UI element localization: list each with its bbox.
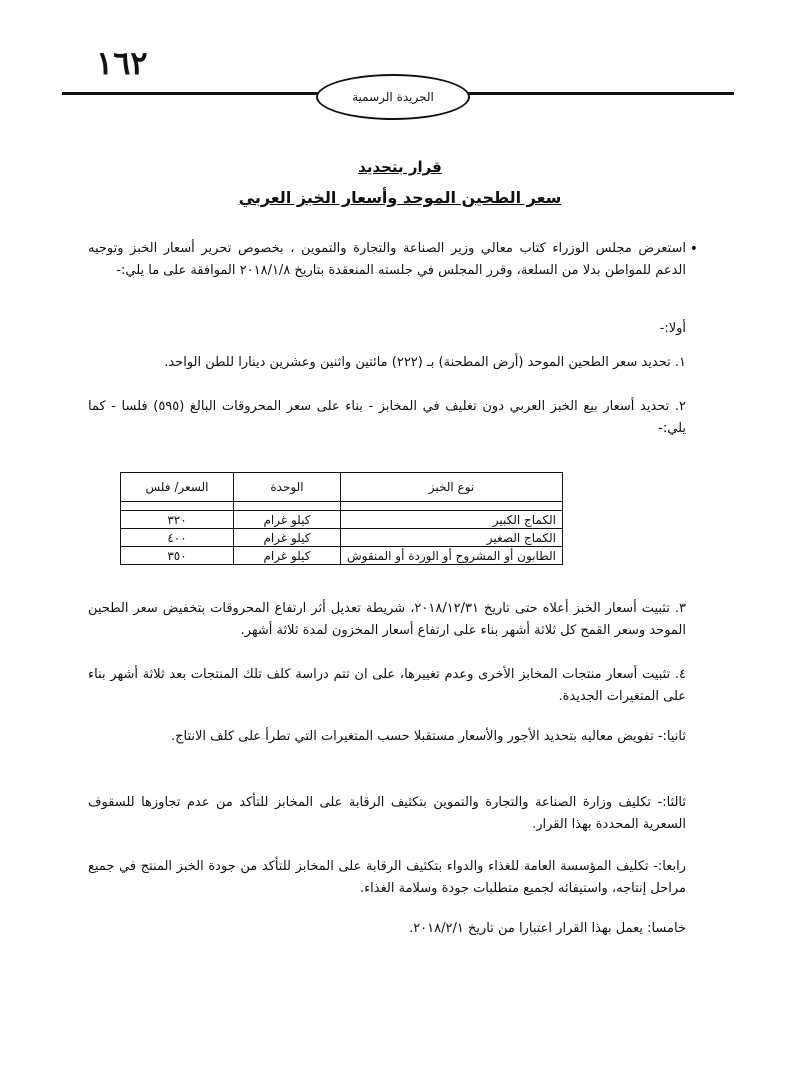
table-row xyxy=(121,529,563,547)
section-label: خامسا: xyxy=(647,921,686,936)
section-label: ثانيا:- xyxy=(657,729,686,744)
section-label: ثالثا:- xyxy=(657,795,686,810)
gazette-label: الجريدة الرسمية xyxy=(316,74,470,120)
bread-type: الكماج الصغير xyxy=(341,529,563,547)
section-text: تكليف المؤسسة العامة للغذاء والدواء بتكثيف الرقابة على المخابز للتأكد من جودة الخبز المنتج في جميع مراحل إنتاجه، واستيفائه لجميع متطلبات جودة وسلامة الغذاء. xyxy=(88,859,686,896)
intro-text: استعرض مجلس الوزراء كتاب معالي وزير الصناعة والتجارة والتموين ، بخصوص تحرير أسعار الخبز وتوجيه الدعم للمواطن بدلا من السلعة، وقرر المجلس في جلسته المنعقدة بتاريخ ٢٠١٨/١/٨ الموافقة على ما يلي:- xyxy=(88,241,686,278)
bullet-icon: • xyxy=(689,241,698,257)
bread-price: ٣٥٠ xyxy=(121,547,234,565)
bread-type: الكماج الكبير xyxy=(341,511,563,529)
bread-type: الطابون أو المشروح أو الوردة أو المنقوش xyxy=(341,547,563,565)
item-number: ١. xyxy=(674,355,686,370)
bread-unit: كيلو غرام xyxy=(234,511,341,529)
section-text: تكليف وزارة الصناعة والتجارة والتموين بتكثيف الرقابة على المخابز للتأكد من عدم تجاوزها للسقوف السعرية المحددة بهذا القرار. xyxy=(88,795,686,832)
section-text: تفويض معاليه بتحديد الأجور والأسعار مستقبلا حسب المتغيرات التي تطرأ على كلف الانتاج. xyxy=(170,729,654,744)
first-heading: أولا:- xyxy=(659,321,686,336)
decision-subtitle: سعر الطحين الموحد وأسعار الخبز العربي xyxy=(238,188,562,207)
bread-unit: كيلو غرام xyxy=(234,547,341,565)
table-row xyxy=(121,547,563,565)
item-text: تثبيت أسعار منتجات المخابز الأخرى وعدم تغييرها، على ان تتم دراسة كلف تلك المنتجات بعد ثلاثة أشهر بناء على المتغيرات الجديدة. xyxy=(88,667,686,704)
decision-title: قرار بتحديد xyxy=(358,158,442,176)
table-spacer xyxy=(121,502,563,511)
bread-unit: كيلو غرام xyxy=(234,529,341,547)
section-second xyxy=(88,726,686,748)
header-type: نوع الخبز xyxy=(341,473,563,502)
section-third xyxy=(88,792,686,836)
item-text: تحديد أسعار بيع الخبز العربي دون تغليف في المخابز - بناء على سعر المحروقات البالغ (٥٩٥) فلسا - كما يلي:- xyxy=(88,399,686,436)
item-number: ٤. xyxy=(674,667,687,682)
table-header-row xyxy=(121,473,563,502)
bread-price-table xyxy=(120,472,563,565)
section-fifth xyxy=(88,918,686,940)
header-price: السعر/ فلس xyxy=(121,473,234,502)
page-number: ١٦٢ xyxy=(96,44,148,82)
section-text: يعمل بهذا القرار اعتبارا من تاريخ ٢٠١٨/٢/١. xyxy=(409,921,643,936)
list-item xyxy=(88,598,686,642)
bread-price: ٣٢٠ xyxy=(121,511,234,529)
list-item xyxy=(88,352,686,374)
item-text: تحديد سعر الطحين الموحد (أرض المطحنة) بـ (٢٢٢) مائتين واثنين وعشرين دينارا للطن الواحد. xyxy=(164,355,671,370)
section-label: رابعا:- xyxy=(653,859,686,874)
bread-price: ٤٠٠ xyxy=(121,529,234,547)
list-item xyxy=(88,396,686,440)
intro-paragraph xyxy=(88,238,698,282)
item-text: تثبيت أسعار الخبز أعلاه حتى تاريخ ٢٠١٨/١٢/٣١، شريطة تعديل أثر ارتفاع المحروقات بتخفيض سعر الطحين الموحد وسعر القمح كل ثلاثة أشهر بناء على ارتفاع أسعار المخزون لمدة ثلاثة أشهر. xyxy=(88,601,686,638)
list-item xyxy=(88,664,686,708)
table-row xyxy=(121,511,563,529)
section-fourth xyxy=(88,856,686,900)
item-number: ٣. xyxy=(674,601,686,616)
item-number: ٢. xyxy=(674,399,687,414)
header-unit: الوحدة xyxy=(234,473,341,502)
